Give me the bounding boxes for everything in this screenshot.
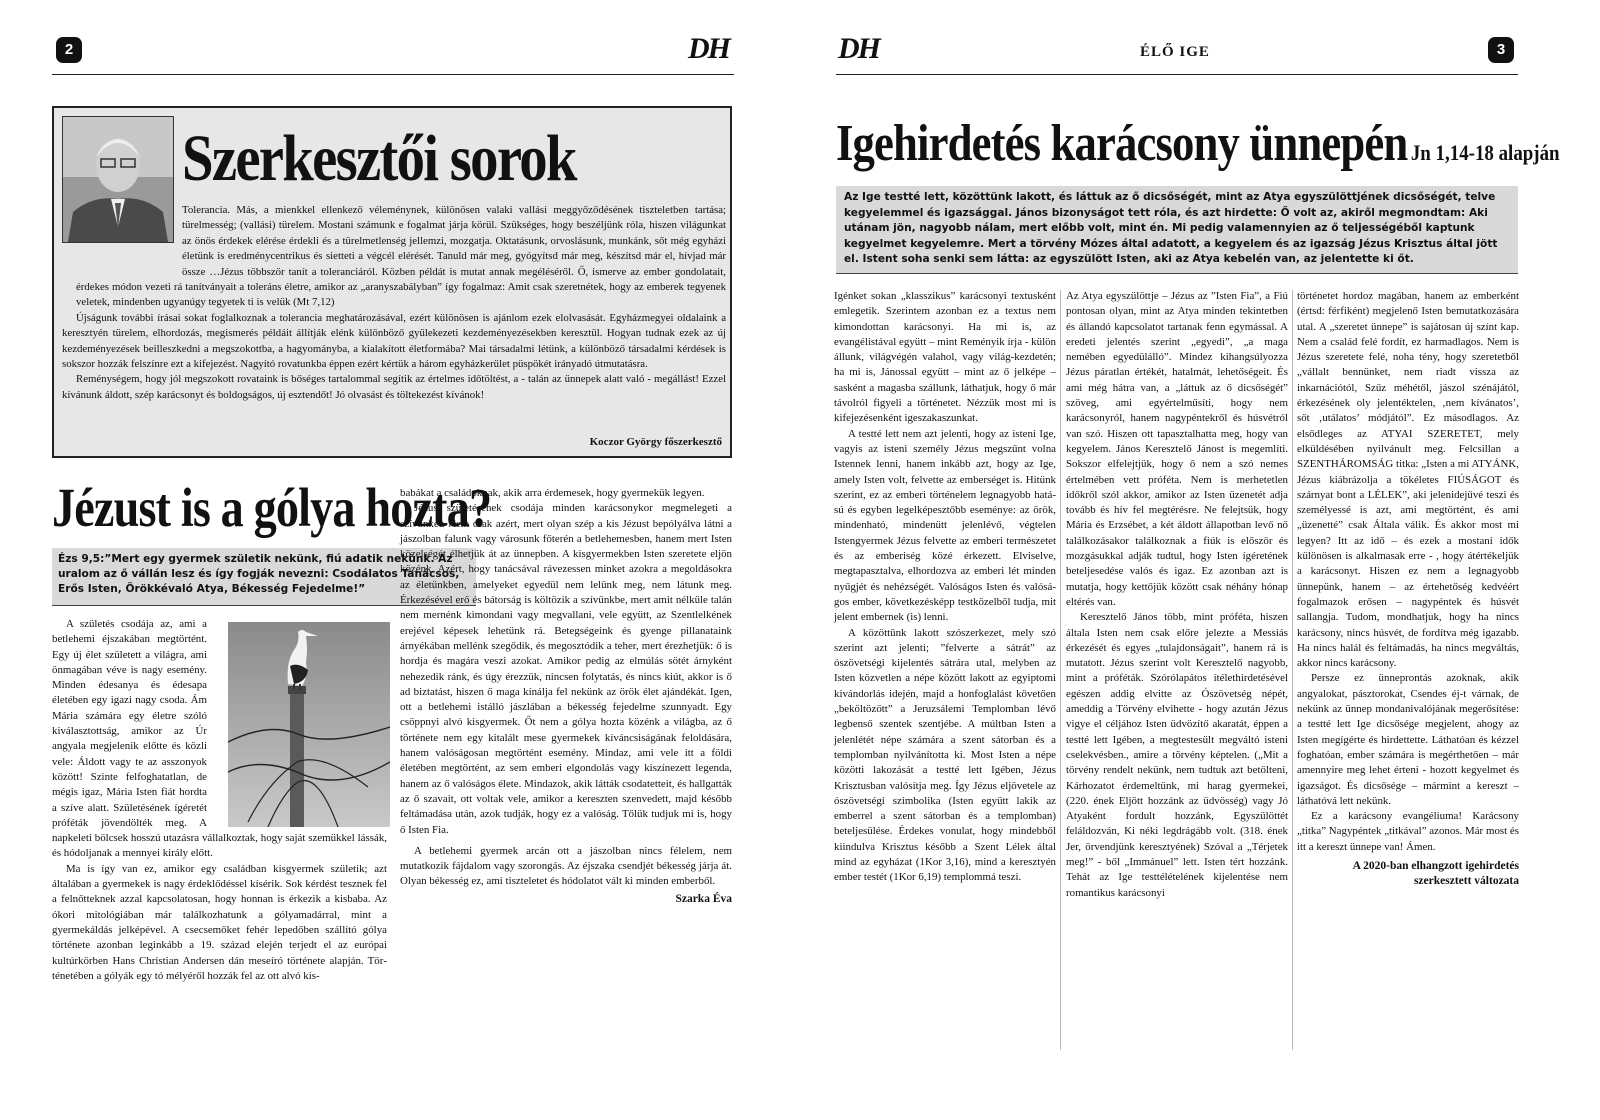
column-divider xyxy=(1060,290,1061,1050)
sermon-verse: Az Ige testté lett, közöttünk lakott, és láttuk az ő dicsőségét, mint az Atya egyszülöttjének dicsőségét, telve kegyelemmel és igazsággal. János bizonyságot tett róla, és azt hirdette: Ő volt az, akiről megmondtam: Aki utánam jön, nagyobb nálam, mert előbb volt, mint én. Mi pedig valamennyien az ő teljességéből kaptunk kegyelmet kegyelemre. Mert a törvény Mózes által adatott, a kegyelem és az igazság Jézus Krisztus által jött el. Istent soha senki sem látta: az egyszülött Isten, aki az Atya kebelén van, az jelentette ki őt. xyxy=(836,186,1518,274)
article-paragraph: A születés csodája az, ami a betlehemi éjszakában megtörtént. Egy új élet született a világra, ami önmagában véve is nagy esemény. Minden édesanya és édesapa életében egy igazi nagy csoda. Ám Mária számára egy életre szóló kiválasztottság, amikor az Úr angyala megjelenik előtte és közli vele: Áldott vagy te az asszonyok között! Szinte felfoghatatlan, de mégis igaz, Mária Isten fiát hordta a szíve alatt. Születésének ígéretét próféták jövendölték meg. A napkeleti bölcsek hosszú utazásra vállalkoztak, hogy saját szemükkel lássák, és hódoljanak a mennyei király előtt. xyxy=(52,618,387,860)
running-head: ÉLŐ IGE xyxy=(1140,44,1210,60)
editorial-signature: Koczor György főszerkesztő xyxy=(589,436,722,448)
sermon-paragraph: A közöttünk lakott szószerkezet, mely szó szerint azt jelenti; ”felverte a sátrát” az ószövetségi kijelentés sátrára utal, melyben az Isten közvetlen a népe között lakott az egyiptomi kivándorlás idején, majd a honfoglalást követően „beköltözött” a Jeruzsálemi Templomban lévő legbenső szentek szentjébe. A múltban Isten a jelenlétét népe számára a szent sátorban és a templomban nyilvánította ki. Most Isten a népe közötti lakozását a testté lett Igében, Jézus Krisztusban valósítja meg. Így Jézus eljövetele az ószövetségi szimbolika (Isten együtt lakik az emberrel a szent sátorban és a templomban) beteljesülése. Érdekes vonulat, hogy mindebből kiindulva Krisztus később a Szent Lélek által mind az egyházat (1Kor 3,16), mind a keresztyén ember testét (1Kor 6,19) templommá teszi. xyxy=(834,626,1056,884)
column-divider xyxy=(1292,290,1293,1050)
page-number: 3 xyxy=(1488,37,1514,63)
sermon-paragraph: Az Atya egyszülöttje – Jézus az ”Isten Fia”, a Fiú pontosan olyan, mint az Atya minden tekintetben és állandó kapcsolatot tartanak fenn egymással. A eredeti jelentés szerint „egyedi”, „a maga nemében egyedülálló”. Mindez kihangsúlyozza Jézus páratlan értékét, hatalmát, lehetőségeit. És ami még hátra van, a „láttuk az ő dicsőségét” szöveg, ami egyértelműsíti, hogy nem karácsonyról, hanem nagypéntekről és húsvétról van szó. Hiszen ott tapasztalhatta meg, hogy van kegyelem. János Keresztelő Jánost is megemlíti. Sokszor elfelejtjük, hogy ő nem a szó nemes értelmében vett próféta. Nem is merhetetlen időkről szól akkor, amikor az Isten üzenetét adja tovább és hív fel megtérésre. Ne felejtsük, hogy Mária és Erzsébet, a két áldott állapotban levő nő találkozásakor találkoznak a fiúk is először és mozgásukkal adják tudtul, hogy Isten ígéretének beteljesedése valós és igaz. Ez azonban azt is mutatja, hogy kettőjük között csak néhány hónap eltérés van. xyxy=(1066,290,1288,608)
article-paragraph: babákat a családoknak, akik arra érdemesek, hogy gyermekük legyen. xyxy=(400,487,705,499)
stork-article-column-2 xyxy=(400,486,732,907)
editorial-title: Szerkesztői sorok xyxy=(182,122,576,195)
right-page xyxy=(800,0,1600,1120)
sermon-paragraph: Persze ez ünneprontás azoknak, akik angyalokat, pásztorokat, Csendes éj-t várnak, de nekünk az ünnep mondanivalójának megerősítése: a testté lett Ige dicsősége megjelent, ahogy az Isten megígérte és hirdettette. Láthatóan és kézzel foghatóan, ember számára is megérthetően – már amennyire meg lehet érteni - hozott kegyelmet és igazságot. És dicsősége – mármint a kereszt – láthatóvá lett nekünk. xyxy=(1297,672,1519,807)
sermon-title-main: Igehirdetés karácsony ünnepén xyxy=(836,115,1408,172)
editorial-paragraph: Tolerancia. Más, a mienkkel ellenkező véleménynek, különösen valaki vallási meggyőződésének tiszteletben tartása; türelmesség; (vallási) türelem. Mostani számunk e fogalmat járja körül. Szükséges, hogy beszéljünk róla, hiszen világunkat az önös érdekek elérése érdekli és a türelmetlenség jellemzi, mozgatja. Oktatásunk, orvoslásunk, munkánk, sőt még egyházi életünk is eredménycentrikus és sietteti a végcél elérését. Tanuld már meg, gyógyítsd már meg, készítsd már el, hívjad már össze …Jézus többször tanít a toleranciáról. Közben példát is mutat annak megéléséről. Ő, ismerve az ember gondolatait, érdekes módon vezeti rá tanítványait a toleráns életre, amikor az „aranyszabályban” így fogalmaz: Amit csak szeretnétek, hogy az emberek tegyenek veletek, mindenben ugyanúgy tegyetek ti is velük (Mt 7,12) xyxy=(76,204,726,309)
sermon-column-2 xyxy=(1066,289,1288,901)
sermon-column-3 xyxy=(1297,289,1519,890)
sermon-paragraph: Igénket sokan „klasszikus” karácsonyi textusként emlegetik. Szerintem azonban ez a textus nem kimondottan karácsonyi. Ha mi is, az evangélistával együtt – mint Reményik írja - külön állunk, világvégén valahol, vagy világ-kezdetén; ha mi is, Jánossal együtt – mint az ő jelképe – sasként a magasba szállunk, láthatjuk, hogy ő már távolról figyeli a történetet. Nézzük most mi is kifejezésenként igeszakaszunkat. xyxy=(834,290,1056,425)
sermon-paragraph: Keresztelő János több, mint próféta, hiszen általa Isten nem csak előre jelezte a Messiás érkezését és egyes „tulajdonságait”, hanem rá is mutatott. Jézus szerint volt Keresztelő nagyobb, mint a próféták. Szórólapátos ítélethirdetésével egészen addig elvitte az Ószövetség népét, ameddig a Törvény elvihette - hogy azután Jézus vigye el céljához Isten üdvözítő akaratát, éppen a testté lett Igében, a megtestesült megváltó isteni cselekvésben., amire a törvény képtelen. („Mit a törvény rendelt nekünk, nem tudtuk azt betölteni, Kárhozatot érdemeltünk, mi harag gyermekei, (220. ének Eljött hozzánk az üdvösség) vagy Jó Atyaként fordult hozzánk, Egyszülöttét feláldozván, Ki néki legdrágább volt. (318. ének Jer, örvendjünk keresztyének) Szóval a „Térjetek meg!” - ből „Immánuel” lett. Isten tért hozzánk. Tehát az Ige testtélételének kijelentése nem romantikus karácsonyi xyxy=(1066,611,1288,899)
article-paragraph: A betlehemi gyermek arcán ott a jászolban nincs félelem, nem mutatkozik fájdalom vagy szorongás. Az éjszaka csendjét békesség járja át. Olyan békesség ez, ami tiszteletet és hódolatot vált ki minden emberből. xyxy=(400,844,732,888)
page-number: 2 xyxy=(56,37,82,63)
stork-photo xyxy=(228,622,390,827)
stork-article-title: Jézust is a gólya hozta? xyxy=(52,477,492,538)
sermon-column-1 xyxy=(834,289,1056,886)
editorial-paragraph: Reménységem, hogy jól megszokott rovataink is bőséges tartalommal segítik az értelmes időtöltést, a - talán az ünnepek alatt való - megállást! Ezzel kívánunk áldott, szép karácsonyt és boldogságos, új esztendőt! Jó olvasást és töltekezést kívánok! xyxy=(62,373,726,401)
header-rule xyxy=(52,74,734,75)
sermon-paragraph: A testté lett nem azt jelenti, hogy az isteni Ige, vagyis az isteni személy Jézus megszűnt volna Istennek lenni, hanem inkább azt, hogy az Ige, amely Isten volt, felvette az emberséget is. Hitünk szerint, ez az emberi történelem legnagyobb hatású és egyben legelképesztőbb eseménye: az örök, mindenható, mindenütt jelenlévő, végtelen Istengyermek Jézus felvette az emberi természetet és az emberiség közé érkezett. Elviselve, megtapasztalva, elhordozva az emberi lét minden nyűgjét és nehézségét. Valóságos Isten és valóságos ember, következésképp testközelből tudja, mit jelent embernek (is) lenni. xyxy=(834,427,1056,624)
editorial-paragraph: Újságunk további írásai sokat foglalkoznak a tolerancia meghatározásával, ezért különösen is ajánlom ezek elolvasását. Egyházmegyei oldalaink a keresztyén türelem, elhordozás, megismerés példáit állítják elénk különböző gyülekezeti kezdeményezésekben keresztül. Hogyan tudnak ezek az új kezdeményezések beilleszkedni a megszokottba, a hagyományba, a kialakított életformába? Mai társadalmi létünk, a különböző társadalmi kérdések is sokszor hozzák felszínre ezt a kifejezést. Nagyító rovatunkba éppen ezért kértük a három egyházkerület püspökét irányadó útmutatásra. xyxy=(62,311,726,371)
sermon-note: A 2020-ban elhangzott igehirdetés szerkesztett változata xyxy=(1352,859,1519,888)
editorial-text xyxy=(62,203,726,403)
logo: DH xyxy=(838,32,879,65)
sermon-paragraph: Ez a karácsony evangéliuma! Karácsony „titka” Nagypéntek „titkával” azonos. Már most és itt a kereszt ünnepe van! Ámen. xyxy=(1297,810,1519,853)
sermon-title xyxy=(836,114,1560,173)
stork-article-verse: Ézs 9,5:”Mert egy gyermek születik nekünk, fiú adatik nekünk. Az uralom az ő vállán lesz és így fogják nevezni: Csodálatos Tanácsos, Erős Isten, Örökkévaló Atya, Békesség Fejedelme!” xyxy=(52,548,476,606)
sermon-paragraph: történetet hordoz magában, hanem az emberként (értsd: férfiként) megjelenő Isten bemutatkozására utal. A „szeretet ünnepe” is sajátosan új színt kap. Nem a család felé fordít, ez harmadlagos. Nem is Jézus szeretete felé, noha tény, hogy szeretetből „vállalt bennünket, nem riadt vissza az inkarnációtól, Szűz méhétől, jászol szénájától, érkezésének oly jelentéktelen, ‚nem kívánatos’, sőt ‚utálatos’ módjától”. Ez másodlagos. Az elsődleges az ATYAI SZERETET, mely elküldésében nyilvánult meg. Felcsillan a SZENTHÁROMSÁG titka: „Isten a mi ATYÁNK, Jézus kiábrázolja a tökéletes FIÚSÁGOT és szárnyat bont a LÉLEK”, aki jelenidejűvé teszi és személyessé is azt, ami megtörtént, és ami „üzenetté” csak Általa válik. És akkor most mi legyen? Itt az idő – és ezek a mostani idők különösen is alkalmasak erre - , hogy átértékeljük a karácsonyt. Hiszen ez nem a legnagyobb ünnepünk, hanem – az értehetőség kedvéért fogalmazok erősen – nagypéntek és húsvét sallangja. Tudom, mondhatjuk, hogy ha nincs karácsony, nincs húsvét, de fordítva még igazabb. Ha nincs halál és feltámadás, ha nincs megváltás, akkor nincs karácsony. xyxy=(1297,290,1519,670)
stork-article-signature: Szarka Éva xyxy=(675,892,732,905)
sermon-title-reference: Jn 1,14-18 alapján xyxy=(1410,140,1560,165)
header-rule xyxy=(836,74,1518,75)
article-paragraph: Ma is így van ez, amikor egy családban kisgyermek születik; azt általában a gyermekek is nagy érdeklődéssel kísérik. Sok kérdést tesznek fel a felnőtteknek azzal kapcsolatosan, hogy honnan is érkezik a kisbaba. Az ókori mitológiában már találkozhatunk a gólyamadárral, mint a gyermekáldás jelképével. A csecsemőket fehér lepedőben szállító gólya története azonban leginkább a 19. század elején terjedt el az európai kultúrkörben Hans Christian Andersen dán meseíró története alapján. Történetében a gólyák egy tó mélyéről hozzák fel az ott alvó kis- xyxy=(52,862,387,982)
editorial-box xyxy=(52,106,732,458)
article-paragraph: Jézus születésének csodája minden karácsonykor megmelegeti a szívünket. Nem csak azért, mert olyan szép a kis Jézust bepólyálva látni a jászolban falunk vagy városunk főterén a betlehemesben, hanem mert Isten közelségét élhetjük át az ünnepben. A kisgyermekben Isten szeretete eljön közénk. Azért, hogy tanácsával rávezessen minket azokra a megoldásokra az életünkben, amelyeket egyedül nem lelünk meg, nem látunk meg. Érkezésével erő és bátorság is költözik a szívünkbe, mert amit nélküle talán nem mernénk kimondani vagy megvallani, vele együtt, az Szentlelkének erejével képesek lehetünk rá. Betegségeink és gyenge pillanataink árnyékában mellénk szegődik, és megosztódik a teher, mert érezhetjük: ő is hordja és magára veszi azokat. Amikor pedig az elmúlás sötét árnyként nehezedik ránk, és úgy érezzük, nincsen folytatás, és nincs kiút, akkor is ő ad biztatást, hiszen ő maga kínálja fel nekünk az örök élet ajándékát. Igen, ott a betlehemi istálló jászlában a békesség fejedelme szunnyadt. Egy csöppnyi alvó kisgyermek. Őt nem a gólya hozta közénk a világba, az ő története nem egy kitalált mese gyermekek kíváncsiságának feloldására, hanem valóságosan megtörtént esemény. Mindaz, ami vele itt a földi életében megtörtént, az sem emberi elgondolás vagy kiszínezett legenda, hanem az ő valóságos élete. Mindazok, akik látták csodatetteit, és hallgatták az ő szavait, ott voltak vele, amikor a kereszten szenvedett, majd később feltámadása után, azok tudják, hogy ez a valóság. Tőlük tudjuk mi is, hogy ő Isten Fia. xyxy=(400,502,732,836)
logo: DH xyxy=(688,32,729,65)
